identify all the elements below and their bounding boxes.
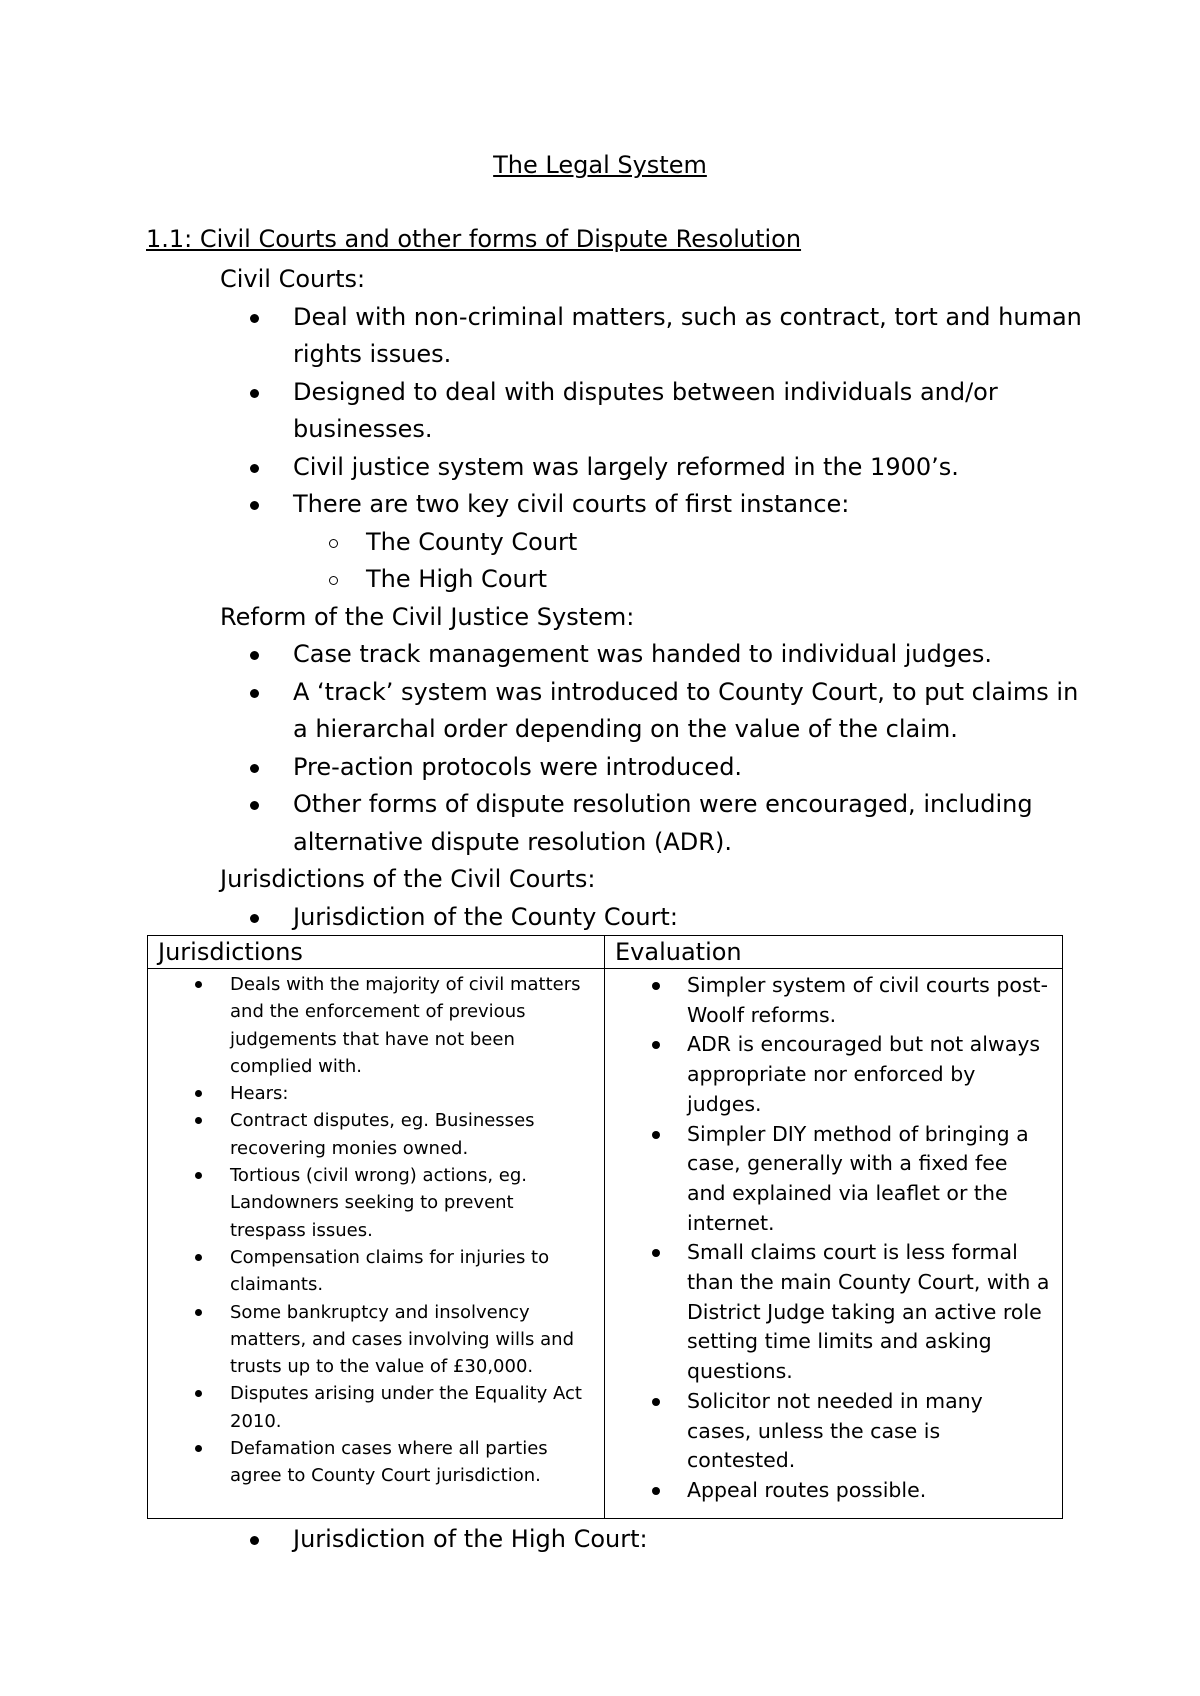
reform-heading: Reform of the Civil Justice System:	[220, 602, 635, 631]
jurisdictions-cell-list	[148, 971, 604, 1490]
high-court-list	[220, 1521, 1100, 1559]
bullet-icon	[195, 1445, 202, 1452]
civil-courts-list	[220, 299, 1100, 599]
bullet-icon	[250, 389, 259, 398]
list-item	[148, 971, 604, 1080]
list-item-text: Hears:	[230, 1083, 289, 1105]
list-item-text: Simpler system of civil courts post-Woolf reforms.	[687, 973, 1048, 1027]
list-item	[220, 1521, 1100, 1559]
main-content	[220, 261, 1100, 936]
list-item-text: Simpler DIY method of bringing a case, generally with a fixed fee and explained via leaflet or the internet.	[687, 1121, 1029, 1235]
table-row	[148, 969, 1063, 1519]
evaluation-cell-list	[605, 971, 1062, 1506]
list-item	[220, 449, 1100, 487]
reform-list	[220, 636, 1100, 861]
bullet-icon	[195, 1254, 202, 1261]
bullet-icon	[195, 1309, 202, 1316]
sub-list-item-text: The High Court	[366, 565, 547, 593]
list-item	[605, 1238, 1062, 1387]
county-court-table	[147, 935, 1063, 1519]
after-table-content	[220, 1521, 1100, 1559]
list-item-text: Disputes arising under the Equality Act 2010.	[230, 1383, 582, 1432]
list-item	[148, 1162, 604, 1244]
list-item	[220, 899, 1100, 937]
list-item-text: Small claims court is less formal than the main County Court, with a District Judge taking an active role setting time limits and asking questions.	[687, 1240, 1050, 1384]
table-header-row	[148, 936, 1063, 969]
list-item	[148, 1080, 604, 1107]
bullet-icon	[652, 1041, 660, 1049]
hollow-bullet-icon	[329, 576, 338, 585]
list-item-text: Some bankruptcy and insolvency matters, and cases involving wills and trusts up to the value of £30,000.	[230, 1301, 575, 1378]
evaluation-cell	[605, 969, 1063, 1519]
civil-courts-heading: Civil Courts:	[220, 265, 366, 293]
list-item-text: Pre-action protocols were introduced.	[293, 752, 743, 781]
table-header-evaluation: Evaluation	[605, 936, 1063, 969]
list-item	[605, 1030, 1062, 1119]
list-item-text: Jurisdiction of the County Court:	[293, 902, 678, 931]
bullet-icon	[250, 501, 259, 510]
list-item-text: Tortious (civil wrong) actions, eg. Landowners seeking to prevent trespass issues.	[230, 1165, 527, 1241]
list-item	[220, 674, 1100, 749]
bullet-icon	[195, 1172, 202, 1179]
bullet-icon	[652, 1131, 660, 1139]
list-item-text: Defamation cases where all parties agree to County Court jurisdiction.	[230, 1438, 548, 1487]
bullet-icon	[195, 1117, 202, 1124]
list-item-text: Civil justice system was largely reformed in the 1900’s.	[293, 452, 959, 481]
list-item	[605, 1120, 1062, 1239]
list-item	[220, 749, 1100, 787]
list-item-text: Compensation claims for injuries to claimants.	[230, 1246, 550, 1296]
bullet-icon	[652, 1398, 660, 1406]
list-item	[220, 374, 1100, 449]
list-item-text: Appeal routes possible.	[687, 1477, 927, 1502]
bullet-icon	[250, 314, 259, 323]
list-item	[220, 299, 1100, 374]
list-item	[605, 1387, 1062, 1476]
list-item	[148, 1435, 604, 1490]
list-item	[220, 786, 1100, 861]
bullet-icon	[652, 1249, 660, 1257]
bullet-icon	[250, 801, 259, 810]
jurisdictions-list	[220, 899, 1100, 937]
bullet-icon	[652, 982, 660, 990]
sub-list-item	[220, 524, 1100, 562]
list-item-text: Jurisdiction of the High Court:	[293, 1525, 648, 1553]
jurisdictions-cell	[148, 969, 605, 1519]
bullet-icon	[195, 1090, 202, 1097]
list-item	[148, 1299, 604, 1381]
list-item	[605, 971, 1062, 1030]
first-instance-courts-list	[220, 524, 1100, 599]
bullet-icon	[195, 981, 202, 988]
document-title-text: The Legal System	[493, 151, 707, 179]
list-item-text: Solicitor not needed in many cases, unless the case is contested.	[687, 1388, 983, 1473]
list-item-text: Designed to deal with disputes between individuals and/or businesses.	[293, 377, 998, 443]
hollow-bullet-icon	[329, 539, 338, 548]
list-item-text: A ‘track’ system was introduced to County Court, to put claims in a hierarchal order depending on the value of the claim.	[293, 677, 1079, 743]
list-item-text: ADR is encouraged but not always appropriate nor enforced by judges.	[687, 1032, 1041, 1116]
sub-list-item-text: The County Court	[366, 527, 578, 556]
bullet-icon	[250, 914, 259, 923]
table-header-jurisdictions: Jurisdictions	[148, 936, 605, 969]
bullet-icon	[250, 689, 259, 698]
bullet-icon	[250, 1536, 259, 1545]
list-item-text: Contract disputes, eg. Businesses recovering monies owned.	[230, 1110, 535, 1159]
bullet-icon	[195, 1390, 202, 1397]
list-item	[605, 1476, 1062, 1506]
bullet-icon	[250, 651, 259, 660]
section-heading: 1.1: Civil Courts and other forms of Dispute Resolution	[146, 225, 802, 253]
list-item-text: Deals with the majority of civil matters and the enforcement of previous judgements that have not been complied with.	[230, 974, 581, 1077]
list-item-text: Case track management was handed to individual judges.	[293, 640, 992, 668]
list-item	[220, 636, 1100, 674]
list-item	[148, 1380, 604, 1435]
list-item-text: There are two key civil courts of first instance:	[293, 490, 850, 518]
list-item-text: Other forms of dispute resolution were encouraged, including alternative dispute resolution (ADR).	[293, 790, 1033, 856]
list-item	[148, 1244, 604, 1299]
list-item-text: Deal with non-criminal matters, such as contract, tort and human rights issues.	[293, 302, 1082, 368]
list-item	[220, 486, 1100, 599]
sub-list-item	[220, 561, 1100, 599]
document-title	[0, 148, 1200, 182]
list-item	[148, 1107, 604, 1162]
bullet-icon	[652, 1487, 660, 1495]
bullet-icon	[250, 464, 259, 473]
bullet-icon	[250, 764, 259, 773]
jurisdictions-heading: Jurisdictions of the Civil Courts:	[220, 865, 596, 893]
